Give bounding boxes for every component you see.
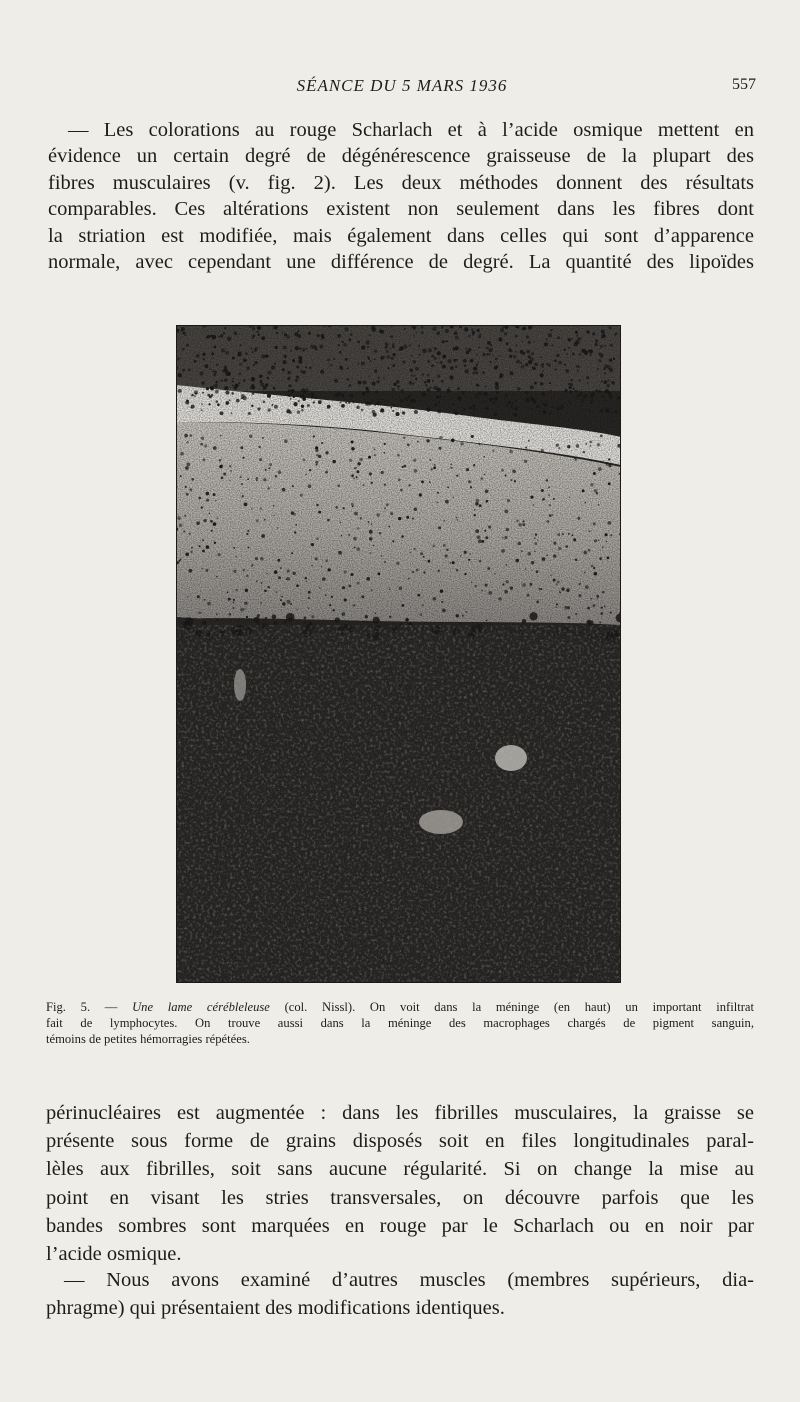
text-line: la striation est modifiée, mais également dans celles qui sont d’apparence: [48, 224, 754, 247]
caption-line: Fig. 5. — Une lame cérébleleuse (col. Nissl). On voit dans la méninge (en haut) un important infiltrat: [46, 1000, 754, 1014]
micrograph-figure: [176, 325, 621, 983]
text-line: normale, avec cependant une différence de degré. La quantité des lipoïdes: [48, 251, 754, 274]
figure-title: Une lame cérébleleuse: [132, 1000, 270, 1014]
figure-caption: [46, 1000, 754, 1047]
text-line: évidence un certain degré de dégénérescence graisseuse de la plupart des: [48, 145, 754, 168]
text-line: périnucléaires est augmentée : dans les fibrilles musculaires, la graisse se: [46, 1102, 754, 1124]
running-title: SÉANCE DU 5 MARS 1936: [296, 76, 508, 95]
text-line: — Les colorations au rouge Scharlach et à l’acide osmique mettent en: [68, 119, 754, 141]
text-line: lèles aux fibrilles, soit sans aucune régularité. Si on change la mise au: [46, 1158, 754, 1181]
paragraph-1: [48, 117, 754, 275]
text-line: — Nous avons examiné d’autres muscles (membres supérieurs, dia-: [64, 1269, 754, 1291]
caption-line: témoins de petites hémorragies répétées.: [46, 1031, 250, 1046]
text-line: bandes sombres sont marquées en rouge par le Scharlach ou en noir par: [46, 1214, 754, 1237]
caption-text: (col. Nissl). On voit dans la méninge (en haut) un important infiltrat: [284, 1000, 754, 1014]
text-line: phragme) qui présentaient des modifications identiques.: [46, 1297, 505, 1320]
text-line: point en visant les stries transversales, on découvre parfois que les: [46, 1186, 754, 1209]
text-line: présente sous forme de grains disposés soit en files longitudinales paral-: [46, 1130, 754, 1153]
figure-label: Fig. 5.: [46, 1000, 91, 1014]
text-line: comparables. Ces altérations existent non seulement dans les fibres dont: [48, 198, 754, 221]
micrograph-image: [176, 325, 621, 983]
text-line: l’acide osmique.: [46, 1243, 182, 1266]
running-head: [48, 76, 756, 98]
caption-line: fait de lymphocytes. On trouve aussi dans la méninge des macrophages chargés de pigment sanguin,: [46, 1015, 754, 1030]
page-number: 557: [732, 76, 756, 93]
text-line: fibres musculaires (v. fig. 2). Les deux méthodes donnent des résultats: [48, 171, 754, 194]
paragraph-2: [46, 1099, 754, 1268]
paragraph-3: [46, 1266, 754, 1322]
